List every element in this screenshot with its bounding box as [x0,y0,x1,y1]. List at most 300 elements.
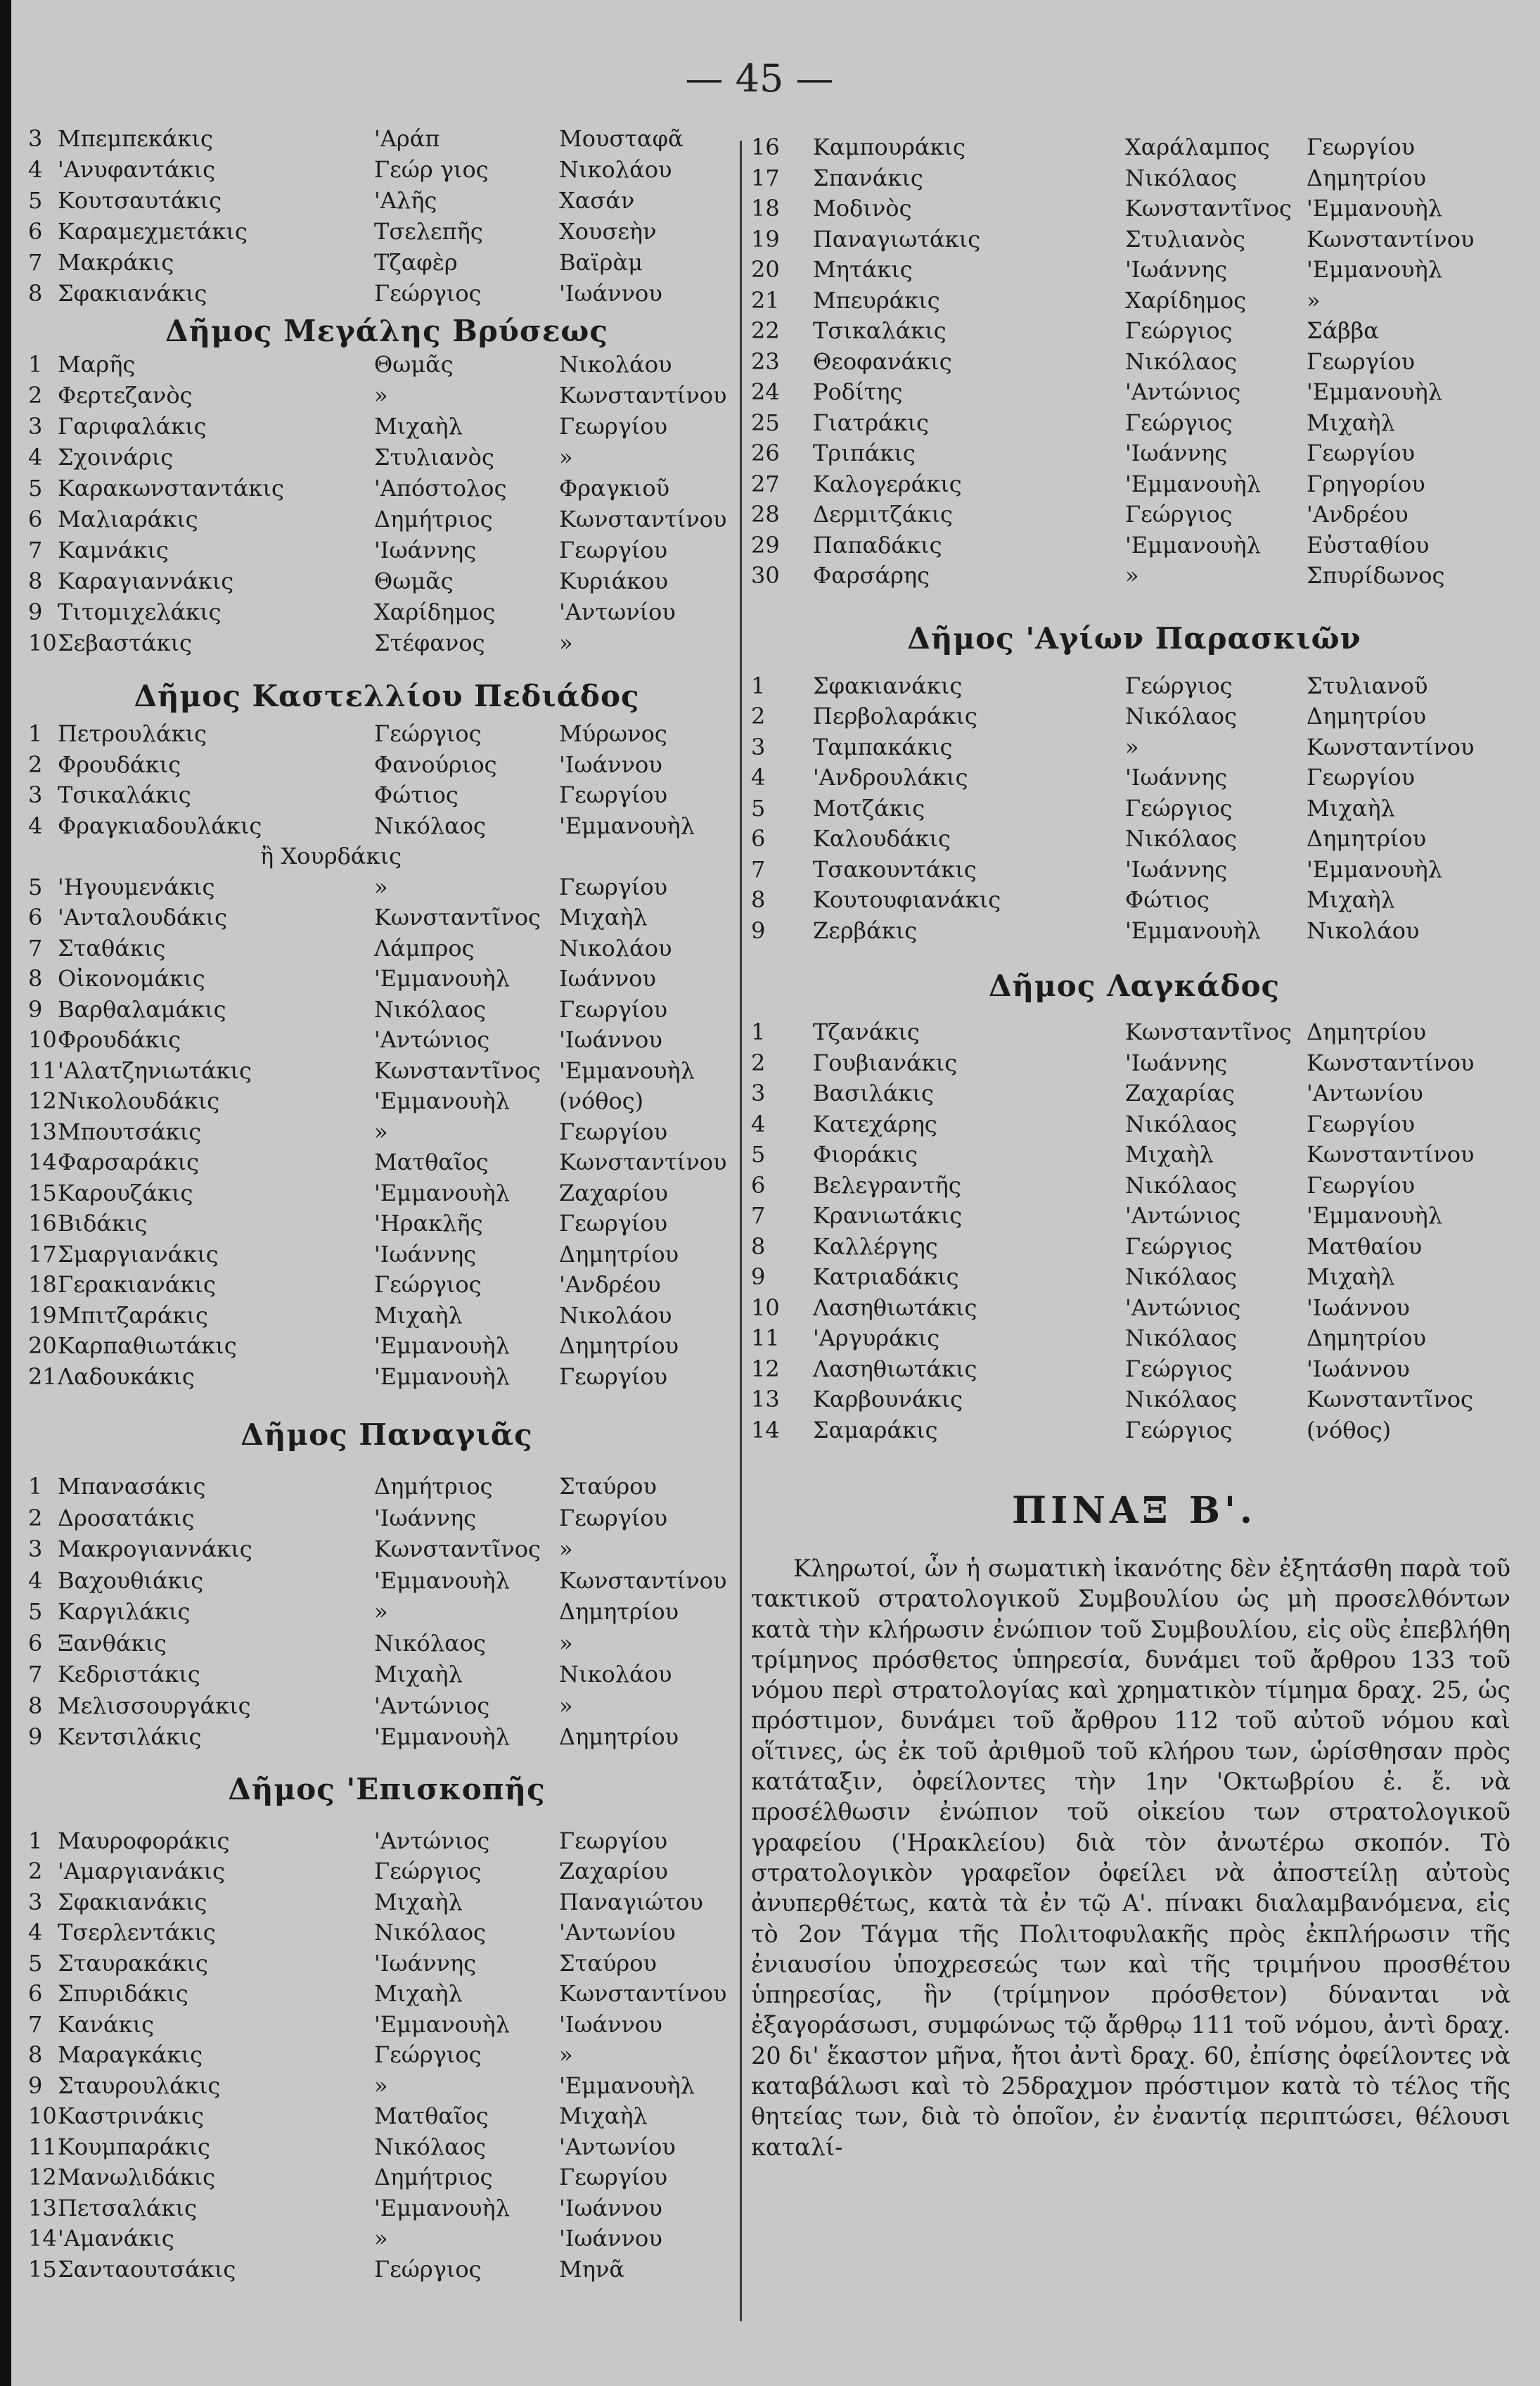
father-name-cell: 'Εμμανουὴλ [559,2072,695,2099]
given-name-cell: Νικόλαος [1125,1110,1237,1137]
number-cell: 17 [28,1240,57,1268]
father-name-cell: Φραγκιοῦ [559,475,670,502]
surname-cell: Λαδουκάκις [58,1363,195,1390]
father-name-cell: Κωνσταντίνου [559,382,727,409]
number-cell: 6 [28,218,43,245]
number-cell: 3 [28,1536,43,1562]
list-item [28,1473,745,1505]
surname-cell: Γουβιανάκις [813,1049,958,1076]
number-cell: 1 [28,720,43,747]
given-name-cell: Θωμᾶς [374,351,454,378]
number-cell: 7 [28,934,43,962]
father-name-cell: » [559,444,573,471]
list-item [751,378,1517,409]
surname-cell: 'Αμανάκις [58,2225,174,2252]
number-cell: 2 [28,1504,43,1531]
number-cell: 3 [751,733,766,760]
number-cell: 4 [28,444,43,471]
given-name-cell: Κωνσταντῖνος [374,904,541,931]
father-name-cell: 'Ιωάννου [1307,1294,1410,1321]
number-cell: 7 [28,537,43,563]
list-item [28,1919,745,1950]
list-item [28,125,745,156]
given-name-cell: 'Εμμανουὴλ [374,2194,510,2221]
surname-cell: Σταυρουλάκις [58,2072,221,2099]
father-name-cell: 'Εμμανουὴλ [1307,256,1442,283]
number-cell: 19 [751,225,780,253]
list-item [28,413,745,444]
father-name-cell: » [559,630,573,656]
number-cell: 9 [751,1263,766,1290]
list-item [751,1202,1517,1233]
surname-cell: Πετσαλάκις [58,2194,197,2221]
given-name-cell: 'Ιωάννης [374,1949,477,1977]
surname-cell: Τριπάκις [813,440,916,466]
number-cell: 9 [28,2072,43,2099]
surname-cell: 'Ηγουμενάκις [58,873,215,900]
surname-cell: Μπιτζαράκις [58,1301,208,1329]
father-name-cell: Σπυρίδωνος [1307,562,1445,589]
surname-cell: Κεντσιλάκις [58,1723,202,1750]
father-name-cell: Δημητρίου [1307,1325,1427,1351]
given-name-cell: Μιχαὴλ [374,1888,463,1915]
section-title: Δῆμος Λαγκάδος [988,969,1281,1003]
given-name-cell: Γεώργιος [1125,794,1233,822]
number-cell: 11 [28,1057,57,1084]
surname-cell: 'Αλατζηνιωτάκις [58,1057,252,1084]
list-item [28,568,745,599]
number-cell: 18 [751,195,780,222]
list-item [28,843,745,874]
list-item [28,1950,745,1981]
given-name-cell: Τσελεπῆς [374,218,483,245]
list-item [28,630,745,661]
father-name-cell: Μιχαὴλ [1307,409,1395,436]
father-name-cell: 'Ιωάννου [559,1026,662,1053]
list-item [28,1723,745,1755]
father-name-cell: 'Ιωάννου [1307,1355,1410,1382]
section-title: Δῆμος Καστελλίου Πεδιάδος [134,679,640,713]
father-name-cell: Ζαχαρίου [559,1858,668,1884]
list-item [28,1889,745,1920]
given-name-cell: Νικόλαος [1125,1325,1237,1351]
father-name-cell: 'Εμμανουὴλ [1307,1202,1442,1229]
number-cell: 15 [28,1179,57,1206]
father-name-cell: » [559,1692,573,1719]
surname-cell: Κουτουφιανάκις [813,886,1001,913]
section-title: Δῆμος 'Επισκοπῆς [228,1771,546,1806]
list-item [751,287,1517,318]
number-cell: 1 [751,1019,766,1045]
list-item [751,672,1517,703]
number-cell: 5 [28,1949,43,1977]
list-item [28,1505,745,1536]
father-name-cell: Μιχαὴλ [559,2103,648,2129]
list-item [28,1827,745,1858]
given-name-cell: Γεώργιος [374,2255,482,2283]
father-name-cell: Γεωργίου [559,1827,668,1854]
given-name-cell: 'Εμμανουὴλ [1125,470,1261,497]
given-name-cell: 'Εμμανουὴλ [374,1179,510,1206]
father-name-cell: Δημητρίου [559,1332,679,1359]
section-title: Δῆμος Παναγιᾶς [240,1417,533,1452]
list-item [28,2041,745,2072]
given-name-cell: 'Ηρακλῆς [374,1210,483,1237]
number-cell: 5 [28,873,43,900]
section-title: Δῆμος Μεγάλης Βρύσεως [165,314,608,348]
father-name-cell: Ιωάννου [559,965,656,992]
father-name-cell: Γρηγορίου [1307,470,1425,497]
number-cell: 4 [28,156,43,183]
surname-cell: Γαριφαλάκις [58,413,207,440]
left-column [28,125,745,2286]
father-name-cell: Νικολάου [559,351,672,378]
surname-cell: Τζανάκις [813,1019,920,1045]
surname-cell: Ζερβάκις [813,917,918,944]
surname-cell: Μπουτσάκις [58,1118,202,1145]
list-item [28,2072,745,2103]
given-name-cell: 'Εμμανουὴλ [1125,917,1261,944]
list-item [28,1567,745,1599]
father-name-cell: 'Ιωάννου [559,751,662,778]
surname-cell: Φιοράκις [813,1141,918,1168]
surname-cell: Καρβουνάκις [813,1386,963,1412]
given-name-cell: Μιχαὴλ [374,1661,463,1688]
given-name-cell: Γεώρ γιος [374,156,489,183]
number-cell: 5 [751,794,766,822]
number-cell: 6 [28,904,43,931]
given-name-cell: 'Ιωάννης [374,1504,477,1531]
father-name-cell: Κωνσταντίνου [1307,733,1475,760]
father-name-cell: Κωνσταντῖνος [1307,1386,1473,1412]
number-cell: 11 [751,1325,780,1351]
list-item [751,348,1517,379]
father-name-cell: Γεωργίου [559,537,668,563]
number-cell: 13 [28,1118,57,1145]
surname-cell: Βιδάκις [58,1210,148,1237]
number-cell: 2 [28,382,43,409]
book-binding-edge [0,0,11,2386]
father-name-cell: Γεωργίου [559,1118,668,1145]
surname-cell: Δερμιτζάκις [813,501,953,528]
given-name-cell: Νικόλαος [374,995,486,1023]
given-name-cell: Λάμπρος [374,934,475,962]
surname-cell: Βαχουθιάκις [58,1567,204,1594]
list-item [28,996,745,1027]
father-name-cell: Γεωργίου [559,781,668,808]
number-cell: 7 [28,2010,43,2038]
list-item [751,1172,1517,1203]
given-name-cell: 'Ιωάννης [374,537,477,563]
father-name-cell: (νόθος) [559,1087,644,1114]
father-name-cell: Μηνᾶ [559,2255,624,2283]
number-cell: 11 [28,2133,57,2160]
surname-cell: Τσερλεντάκις [58,1919,216,1946]
surname-cell: Φραγκιαδουλάκις [58,812,262,839]
father-name-cell: Δημητρίου [1307,825,1427,852]
surname-cell: Σανταουτσάκις [58,2255,236,2283]
given-name-cell: » [1125,562,1139,589]
number-cell: 4 [28,812,43,839]
list-item [28,382,745,413]
surname-cell: Κανάκις [58,2010,155,2038]
number-cell: 3 [751,1080,766,1106]
given-name-cell: Στέφανος [374,630,485,656]
list-item [751,256,1517,287]
number-cell: 7 [751,855,766,883]
list-item [751,1417,1517,1448]
father-name-cell: Ζαχαρίου [559,1179,668,1206]
given-name-cell: Μιχαὴλ [374,1301,463,1329]
list-item [751,501,1517,532]
surname-cell: 'Ανυφαντάκις [58,156,216,183]
given-name-cell: Νικόλαος [374,812,486,839]
right-column [751,134,1517,2162]
father-name-cell: 'Ιωάννου [559,2225,662,2252]
given-name-cell: Γεώργιος [374,720,482,747]
given-name-cell: » [1125,733,1139,760]
list-item [28,444,745,475]
given-name-cell: Νικόλαος [1125,1386,1237,1412]
surname-cell: Μοτζάκις [813,794,925,822]
given-name-cell: Νικόλαος [1125,164,1237,191]
surname-cell: Κουμπαράκις [58,2133,210,2160]
given-name-cell: 'Αράπ [374,125,440,152]
number-cell: 21 [28,1363,57,1390]
list-item [28,1026,745,1057]
number-cell: 12 [751,1355,780,1382]
list-item [28,537,745,568]
father-name-cell: Γεωργίου [559,2164,668,2190]
list-item [28,904,745,935]
number-cell: 6 [28,1629,43,1657]
given-name-cell: Κωνσταντῖνος [374,1536,541,1562]
given-name-cell: 'Αντώνιος [1125,1202,1241,1229]
given-name-cell: 'Ιωάννης [1125,1049,1228,1076]
list-item [28,2164,745,2195]
father-name-cell: Στυλιανοῦ [1307,672,1428,699]
list-item [28,1302,745,1333]
surname-cell: Μαυροφοράκις [58,1827,230,1854]
list-item [28,1363,745,1394]
given-name-cell: » [374,873,388,900]
given-name-cell: 'Ιωάννης [1125,764,1228,791]
list-item [751,795,1517,826]
father-name-cell: Δημητρίου [1307,703,1427,729]
list-item [751,1325,1517,1355]
given-name-cell: Γεώργιος [374,1271,482,1298]
surname-cell: Βελεγραντῆς [813,1171,961,1199]
surname-cell: Καμνάκις [58,537,169,563]
father-name-cell: 'Ιωάννου [559,2194,662,2221]
given-name-cell: Κωνσταντῖνος [1125,1019,1292,1045]
father-name-cell: Χασάν [559,187,635,214]
number-cell: 15 [28,2255,57,2283]
number-cell: 16 [751,134,780,160]
surname-cell: Καλλέργης [813,1232,938,1260]
section-title: Δῆμος 'Αγίων Παρασκιῶν [907,620,1361,656]
list-item [751,195,1517,226]
list-item [751,917,1517,948]
father-name-cell: » [1307,286,1321,314]
given-name-cell: 'Εμμανουὴλ [1125,531,1261,559]
father-name-cell: Δημητρίου [559,1723,679,1750]
list-item [28,1149,745,1180]
list-item [751,825,1517,856]
list-item [751,471,1517,502]
surname-cell: Φρουδάκις [58,1026,181,1053]
list-item [28,1180,745,1211]
father-name-cell: Δημητρίου [559,1240,679,1268]
number-cell: 6 [28,1980,43,2007]
given-name-cell: » [374,2225,388,2252]
given-name-cell: 'Απόστολος [374,475,507,502]
father-name-cell: » [559,2041,573,2068]
surname-cell: Ξανθάκις [58,1629,167,1657]
given-name-cell: 'Εμμανουὴλ [374,1332,510,1359]
father-name-cell: 'Ανδρέου [559,1271,661,1298]
surname-cell: Μπευράκις [813,286,940,314]
list-item [751,1019,1517,1050]
given-name-cell: Ζαχαρίας [1125,1080,1235,1106]
father-name-cell: Γεωργίου [1307,347,1416,375]
number-cell: 29 [751,531,780,559]
surname-cell: Καρουζάκις [58,1179,193,1206]
surname-cell: Φερτεζανὸς [58,382,193,409]
surname-cell: Μαλιαράκις [58,506,198,532]
number-cell: 14 [751,1416,780,1443]
surname-cell: Καστρινάκις [58,2103,204,2129]
given-name-cell: Νικόλαος [1125,825,1237,852]
number-cell: 30 [751,562,780,589]
number-cell: 24 [751,378,780,405]
given-name-cell: Φανούριος [374,751,497,778]
number-cell: 12 [28,1087,57,1114]
number-cell: 18 [28,1271,57,1298]
number-cell: 21 [751,286,780,314]
surname-cell: Βασιλάκις [813,1080,934,1106]
list-item [28,1087,745,1118]
given-name-cell: Χαρίδημος [1125,286,1247,314]
father-name-cell: Κωνσταντίνου [559,1567,727,1594]
father-name-cell: Νικολάου [559,156,672,183]
given-name-cell: Φώτιος [1125,886,1209,913]
list-item [751,134,1517,165]
surname-cell: Κεδριστάκις [58,1661,200,1688]
father-name-cell: Παναγιώτου [559,1888,703,1915]
given-name-cell: 'Εμμανουὴλ [374,1087,510,1114]
list-item [751,1386,1517,1417]
surname-cell: Κρανιωτάκις [813,1202,963,1229]
number-cell: 7 [28,1661,43,1688]
surname-cell: Τσικαλάκις [813,317,947,344]
father-name-cell: Χουσεὴν [559,218,657,245]
given-name-cell: Μιχαὴλ [1125,1141,1214,1168]
list-item [28,506,745,537]
given-name-cell: 'Εμμανουὴλ [374,965,510,992]
list-item [28,720,745,751]
surname-cell: Περβολαράκις [813,703,977,729]
list-item [28,2256,745,2287]
list-item [751,1141,1517,1172]
given-name-cell: » [374,382,388,409]
number-cell: 1 [28,1827,43,1854]
list-item [28,2225,745,2256]
list-item [751,734,1517,765]
list-item [751,226,1517,257]
table-b-title: ΠΙΝΑΞ Β'. [1012,1489,1257,1532]
number-cell: 3 [28,781,43,808]
father-name-cell: Δημητρίου [1307,1019,1427,1045]
number-cell: 3 [28,125,43,152]
number-cell: 7 [751,1202,766,1229]
given-name-cell: Γεώργιος [1125,501,1233,528]
father-name-cell: Κωνσταντίνου [559,1149,727,1175]
surname-cell: Κουτσαυτάκις [58,187,222,214]
number-cell: 8 [28,1692,43,1719]
father-name-cell: Μύρωνος [559,720,667,747]
given-name-cell: Ματθαῖος [374,2103,489,2129]
list-item [28,1332,745,1363]
list-item [28,1598,745,1630]
list-item [28,1536,745,1567]
number-cell: 2 [28,751,43,778]
list-item [28,156,745,187]
father-name-cell: Νικολάου [559,1301,672,1329]
given-name-cell: 'Αντώνιος [1125,378,1241,405]
father-name-cell: Γεωργίου [559,873,668,900]
given-name-cell: Γεώργιος [1125,317,1233,344]
list-item [28,249,745,280]
given-name-cell: 'Ιωάννης [1125,256,1228,283]
surname-cell: 'Ανδρουλάκις [813,764,968,791]
father-name-cell: 'Αντωνίου [559,599,676,625]
father-name-cell: 'Εμμανουὴλ [559,1057,695,1084]
given-name-cell: 'Ιωάννης [1125,855,1228,883]
list-item [751,1233,1517,1264]
number-cell: 25 [751,409,780,436]
list-item [28,1980,745,2011]
list-item [28,2103,745,2133]
given-name-cell: Γεώργιος [1125,672,1233,699]
father-name-cell: Γεωργίου [559,1504,668,1531]
father-name-cell: Μιχαὴλ [1307,794,1395,822]
list-item [28,2195,745,2226]
father-name-cell: Νικολάου [1307,917,1420,944]
surname-cell: 'Αμαργιανάκις [58,1858,225,1884]
surname-cell: Μακράκις [58,249,174,276]
number-cell: 17 [751,164,780,191]
father-name-cell: » [559,1629,573,1657]
father-name-cell: Δημητρίου [559,1598,679,1625]
surname-cell: Γερακιανάκις [58,1271,216,1298]
father-name-cell: Κωνσταντίνου [1307,225,1475,253]
number-cell: 26 [751,440,780,466]
father-name-cell: Γεωργίου [1307,764,1416,791]
number-cell: 5 [28,187,43,214]
list-item [751,1355,1517,1386]
father-name-cell: Κωνσταντίνου [559,506,727,532]
list-item [751,764,1517,795]
surname-cell: Μπεμπεκάκις [58,125,213,152]
surname-cell: Βαρθαλαμάκις [58,995,226,1023]
number-cell: 8 [28,280,43,307]
number-cell: 9 [751,917,766,944]
list-item [28,351,745,382]
list-item [28,781,745,812]
list-item [28,1858,745,1889]
given-name-cell: Κωνσταντῖνος [374,1057,541,1084]
